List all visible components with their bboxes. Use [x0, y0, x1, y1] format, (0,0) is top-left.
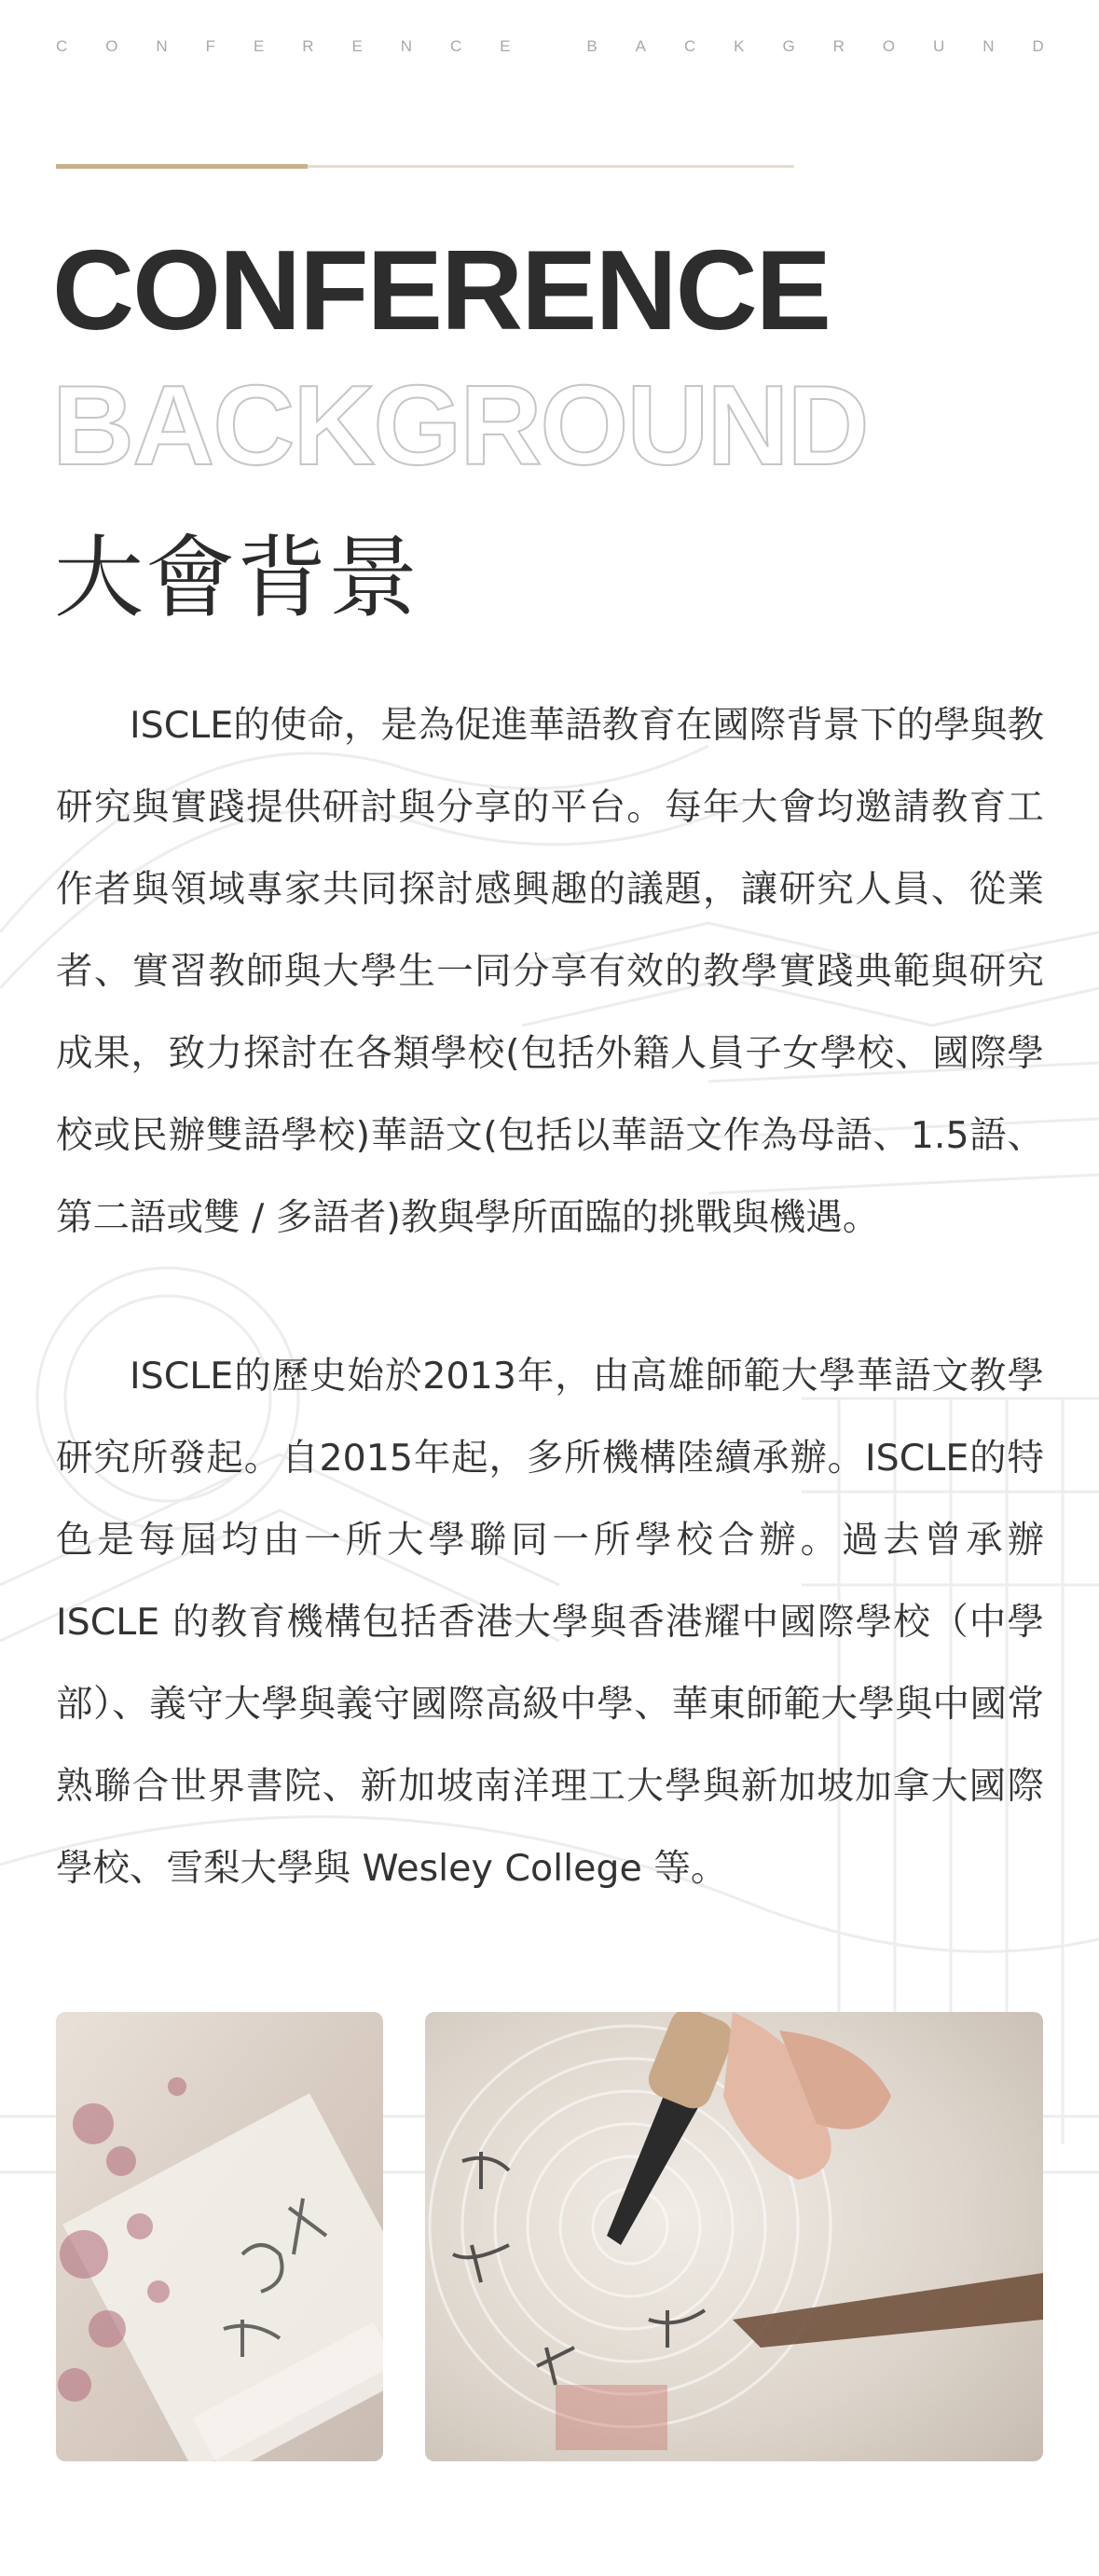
eyebrow-label — [56, 37, 1044, 56]
eyebrow-letter: U — [933, 37, 945, 55]
eyebrow-letter: F — [205, 37, 215, 55]
title-conference: CONFERENCE — [52, 227, 831, 353]
eyebrow-letter: E — [253, 37, 265, 55]
eyebrow-letter: C — [56, 37, 68, 55]
eyebrow-letter: C — [449, 37, 462, 55]
eyebrow-letter: R — [302, 37, 314, 55]
eyebrow-letter: O — [882, 37, 896, 55]
eyebrow-letter: E — [500, 37, 511, 55]
divider-accent — [56, 164, 308, 169]
paragraph-mission: ISCLE的使命，是為促進華語教育在國際背景下的學與教研究與實踐提供研討與分享的平台。每年大會均邀請教育工作者與領域專家共同探討感興趣的議題，讓研究人員、從業者、實習教師與大學生一同分享有效的教學實踐典範與研究成果，致力探討在各類學校(包括外籍人員子女學校、國際學校或民辦雙語學校)華語文(包括以華語文作為母語、1.5語、第二語或雙 / 多語者)教與學所面臨的挑戰與機遇。 — [56, 704, 1044, 1239]
eyebrow-letter: K — [734, 37, 745, 55]
eyebrow-letter: A — [635, 37, 646, 55]
eyebrow-letter: O — [105, 37, 118, 55]
photo-brush-writing — [425, 2012, 1043, 2461]
title-background-outline: BACKGROUND — [52, 362, 868, 489]
title-chinese: 大會背景 — [54, 526, 419, 630]
eyebrow-letter: D — [1032, 37, 1044, 55]
eyebrow-letter: N — [156, 37, 168, 55]
eyebrow-letter: E — [351, 37, 363, 55]
eyebrow-letter: N — [982, 37, 995, 55]
eyebrow-letter: C — [683, 37, 696, 55]
eyebrow-letter: G — [782, 37, 795, 55]
eyebrow-letter: R — [832, 37, 845, 55]
eyebrow-letter: B — [586, 37, 598, 55]
photo-blossom-calligraphy — [56, 2012, 383, 2461]
eyebrow-letter: N — [400, 37, 412, 55]
paragraph-history: ISCLE的歷史始於2013年，由高雄師範大學華語文教學研究所發起。自2015年起，多所機構陸續承辦。ISCLE的特色是每屆均由一所大學聯同一所學校合辦。過去曾承辦 ISCLE 的教育機構包括香港大學與香港耀中國際學校（中學部）、義守大學與義守國際高級中學、華東師範大學與中國常熟聯合世界書院、新加坡南洋理工大學與新加坡加拿大國際學校、雪梨大學與 Wesley College 等。 — [56, 1355, 1044, 1890]
